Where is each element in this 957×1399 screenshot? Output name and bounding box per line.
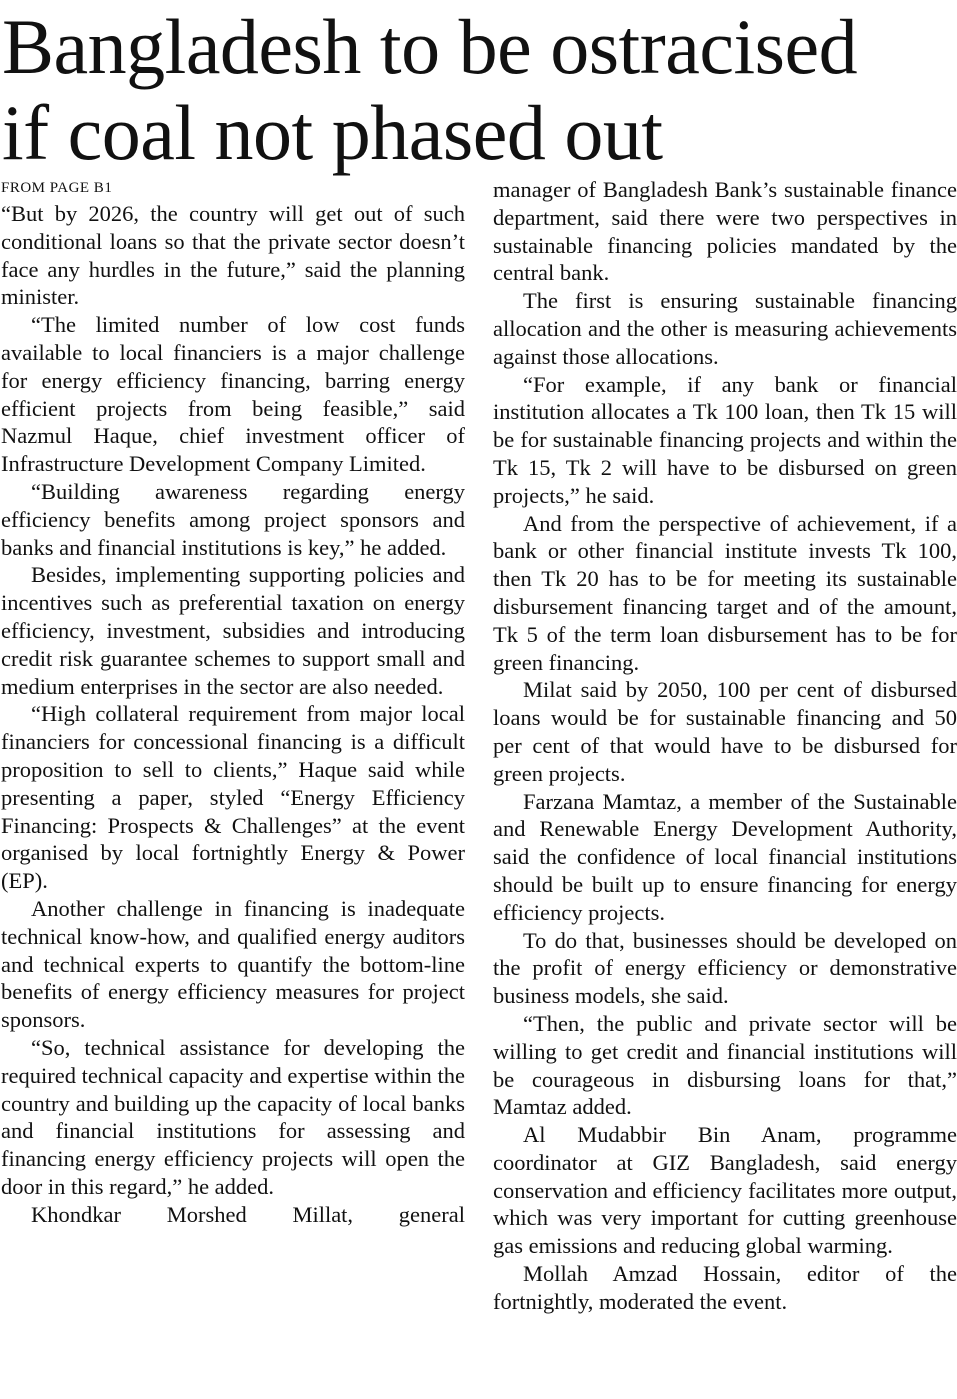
paragraph: The first is ensuring sustainable financing allocation and the other is measuring achievements against those allocations. [493,288,957,369]
paragraph: Another challenge in financing is inadequate technical know-how, and qualified energy auditors and technical experts to quantify the bottom-line benefits of energy efficiency measures for project sponsors. [1,895,465,1033]
paragraph: “Then, the public and private sector will be willing to get credit and financial institutions will be courageous in disbursing loans for that,” Mamtaz added. [493,1010,957,1120]
right-column [493,176,957,1316]
paragraph: “High collateral requirement from major local financiers for concessional financing is a difficult proposition to sell to clients,” Haque said while presenting a paper, styled “Energy Efficiency Financing: Prospects & Challenges” at the event organised by local fortnightly Energy & Power (EP). [1,701,465,894]
paragraph: Khondkar Morshed Millat, general [31,1201,465,1227]
continuation-kicker: FROM PAGE B1 [1,180,113,196]
paragraph: Al Mudabbir Bin Anam, programme coordinator at GIZ Bangladesh, said energy conservation and efficiency facilitates more output, which was very important for cutting greenhouse gas emissions and reducing global warming. [493,1122,957,1259]
paragraph: Mollah Amzad Hossain, editor of the fortnightly, moderated the event. [493,1261,957,1314]
paragraph: Farzana Mamtaz, a member of the Sustainable and Renewable Energy Development Authority, said the confidence of local financial institutions should be built up to ensure financing for energy efficiency projects. [493,788,957,925]
paragraph: manager of Bangladesh Bank’s sustainable finance department, said there were two perspectives in sustainable financing policies mandated by the central bank. [493,177,957,286]
paragraph: “But by 2026, the country will get out of such conditional loans so that the private sector doesn’t face any hurdles in the future,” said the planning minister. [1,201,465,310]
paragraph: “So, technical assistance for developing the required technical capacity and expertise within the country and building up the capacity of local banks and financial institutions for assessing and financing energy efficiency projects will open the door in this regard,” he added. [1,1034,465,1199]
paragraph: To do that, businesses should be developed on the profit of energy efficiency or demonstrative business models, she said. [493,927,957,1009]
headline-line-2: if coal not phased out [2,89,663,176]
paragraph: Milat said by 2050, 100 per cent of disbursed loans would be for sustainable financing and 50 per cent of that would have to be disbursed for green projects. [493,677,957,786]
paragraph: “The limited number of low cost funds available to local financiers is a major challenge for energy efficiency financing, barring energy efficient projects from being feasible,” said Nazmul Haque, chief investment officer of Infrastructure Development Company Limited. [1,312,465,477]
paragraph: And from the perspective of achievement, if a bank or other financial institute invests Tk 100, then Tk 20 has to be for meeting its sustainable disbursement financing target and of the amount, Tk 5 of the term loan disbursement has to be for green financing. [493,510,957,675]
headline-line-1: Bangladesh to be ostracised [2,3,858,90]
headline [2,4,957,176]
paragraph: “For example, if any bank or financial institution allocates a Tk 100 loan, then Tk 15 will be for sustainable financing projects and within the Tk 15, Tk 2 will have to be disbursed on green projects,” he said. [493,371,957,508]
paragraph: “Building awareness regarding energy efficiency benefits among project sponsors and banks and financial institutions is key,” he added. [1,478,465,560]
paragraph: Besides, implementing supporting policies and incentives such as preferential taxation on energy efficiency, investment, subsidies and introducing credit risk guarantee schemes to support small and medium enterprises in the sector are also needed. [1,562,465,699]
left-column [1,176,465,1228]
